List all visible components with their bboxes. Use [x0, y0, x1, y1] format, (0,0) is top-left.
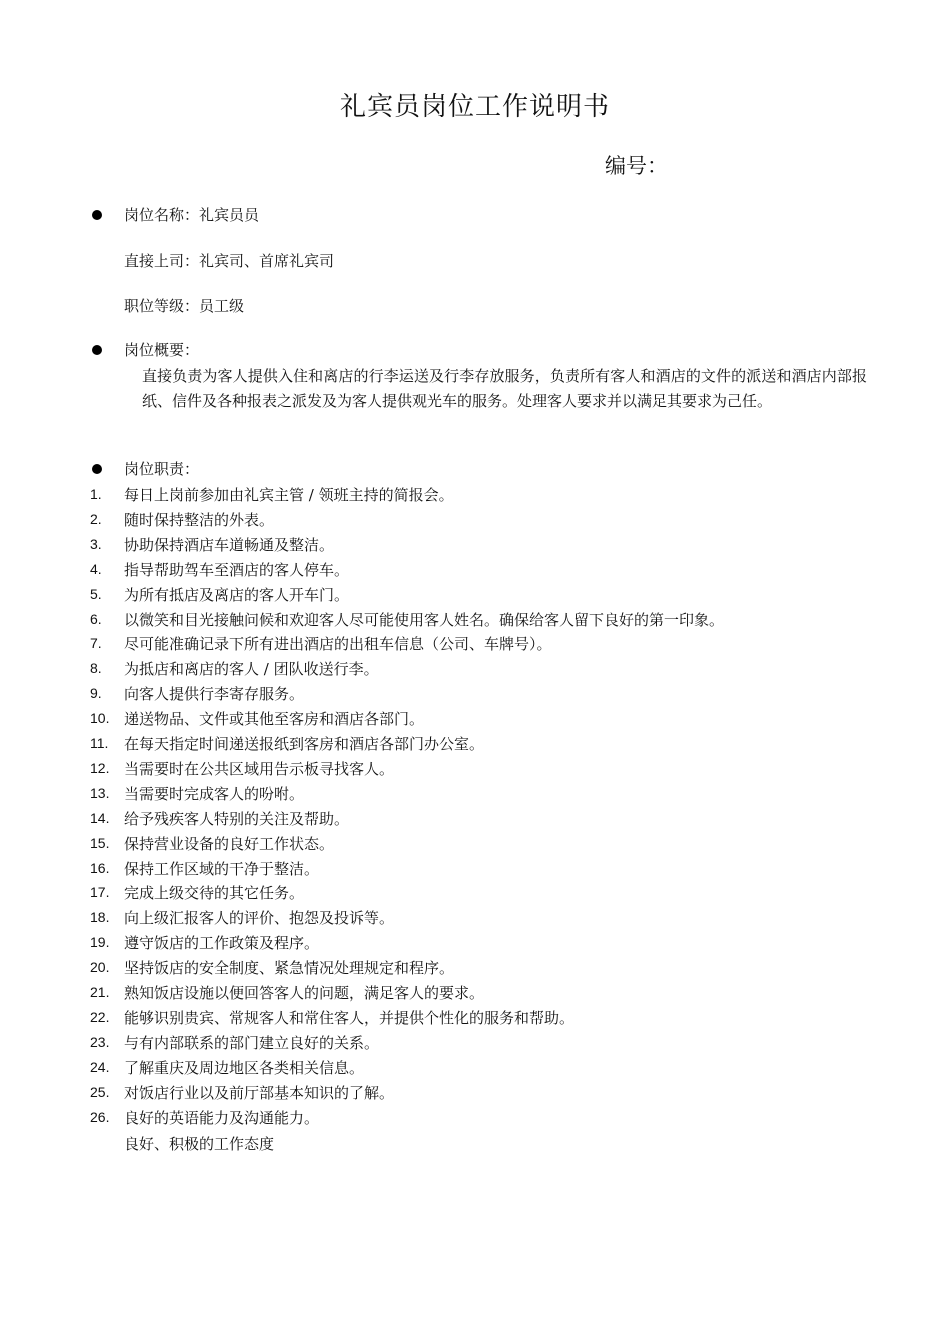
bullet-icon — [92, 345, 102, 355]
duties-heading: 岗位职责： — [124, 460, 200, 478]
list-item-text: 保持营业设备的良好工作状态。 — [124, 834, 335, 853]
list-item-text: 为抵店和离店的客人 / 团队收送行李。 — [124, 660, 379, 679]
list-item-text: 向上级汇报客人的评价、抱怨及投诉等。 — [124, 909, 395, 928]
list-item-text: 以微笑和目光接触问候和欢迎客人尽可能使用客人姓名。确保给客人留下良好的第一印象。 — [124, 610, 725, 629]
list-item-number: 12. — [90, 759, 110, 776]
list-item-text: 坚持饭店的安全制度、紧急情况处理规定和程序。 — [124, 959, 455, 978]
list-item-text: 随时保持整洁的外表。 — [124, 510, 275, 529]
position-name: 岗位名称：礼宾员员 — [124, 206, 260, 224]
overview-heading: 岗位概要： — [124, 341, 200, 359]
list-item-text: 每日上岗前参加由礼宾主管 / 领班主持的简报会。 — [124, 486, 454, 504]
list-item-number: 5. — [90, 585, 102, 602]
list-item-number: 1. — [90, 486, 102, 502]
list-item-text: 为所有抵店及离店的客人开车门。 — [124, 585, 350, 604]
list-item-text: 良好的英语能力及沟通能力。 — [124, 1108, 320, 1127]
serial-number-label: 编号： — [605, 154, 668, 178]
list-item-text: 协助保持酒店车道畅通及整洁。 — [124, 535, 335, 554]
list-item-text: 保持工作区域的干净于整洁。 — [124, 859, 320, 878]
list-item-number: 18. — [90, 909, 110, 926]
list-item-number: 6. — [90, 610, 102, 627]
list-item-number: 7. — [90, 635, 102, 652]
list-item-text: 完成上级交待的其它任务。 — [124, 884, 305, 903]
overview-text: 直接负责为客人提供入住和离店的行李运送及行李存放服务，负责所有客人和酒店的文件的派送和酒店内部报纸、信件及各种报表之派发及为客人提供观光车的服务。处理客人要求并以满足其要求为己任。 — [142, 367, 867, 410]
list-item-number: 2. — [90, 510, 102, 527]
list-item-text: 当需要时在公共区域用告示板寻找客人。 — [124, 759, 395, 778]
list-item-number: 14. — [90, 809, 110, 826]
list-item-number: 20. — [90, 959, 110, 976]
list-item-number: 13. — [90, 784, 110, 801]
duties-tail-note: 良好、积极的工作态度 — [124, 1135, 275, 1153]
list-item-text: 与有内部联系的部门建立良好的关系。 — [124, 1033, 380, 1052]
list-item-text: 当需要时完成客人的吩咐。 — [124, 784, 305, 803]
list-item-number: 16. — [90, 859, 110, 876]
bullet-icon — [92, 210, 102, 220]
list-item-text: 在每天指定时间递送报纸到客房和酒店各部门办公室。 — [124, 735, 485, 753]
list-item-number: 15. — [90, 834, 110, 851]
supervisor: 直接上司：礼宾司、首席礼宾司 — [124, 252, 335, 270]
position-grade: 职位等级：员工级 — [124, 297, 245, 315]
document-title: 礼宾员岗位工作说明书 — [339, 92, 610, 122]
list-item-number: 9. — [90, 685, 102, 702]
list-item-number: 24. — [90, 1058, 110, 1075]
list-item-text: 能够识别贵宾、常规客人和常住客人，并提供个性化的服务和帮助。 — [124, 1008, 575, 1027]
list-item-text: 熟知饭店设施以便回答客人的问题，满足客人的要求。 — [124, 984, 485, 1002]
bullet-icon — [92, 464, 102, 474]
list-item-text: 向客人提供行李寄存服务。 — [124, 685, 305, 704]
list-item-number: 4. — [90, 560, 102, 577]
list-item-text: 了解重庆及周边地区各类相关信息。 — [124, 1058, 365, 1077]
list-item-number: 23. — [90, 1033, 110, 1050]
list-item-text: 对饭店行业以及前厅部基本知识的了解。 — [124, 1083, 395, 1102]
list-item-text: 遵守饭店的工作政策及程序。 — [124, 934, 320, 953]
list-item-text: 指导帮助驾车至酒店的客人停车。 — [124, 560, 350, 579]
list-item-number: 22. — [90, 1008, 110, 1025]
list-item-number: 10. — [90, 710, 110, 727]
list-item-text: 尽可能准确记录下所有进出酒店的出租车信息（公司、车牌号）。 — [124, 635, 552, 654]
list-item-text: 给予残疾客人特别的关注及帮助。 — [124, 809, 350, 828]
list-item-text: 递送物品、文件或其他至客房和酒店各部门。 — [124, 710, 425, 729]
list-item-number: 17. — [90, 884, 110, 901]
list-item-number: 3. — [90, 535, 102, 552]
list-item-number: 8. — [90, 660, 102, 677]
list-item-number: 21. — [90, 984, 110, 1000]
list-item-number: 19. — [90, 934, 110, 951]
list-item-number: 25. — [90, 1083, 110, 1100]
list-item-number: 11. — [90, 735, 109, 751]
list-item-number: 26. — [90, 1108, 110, 1125]
